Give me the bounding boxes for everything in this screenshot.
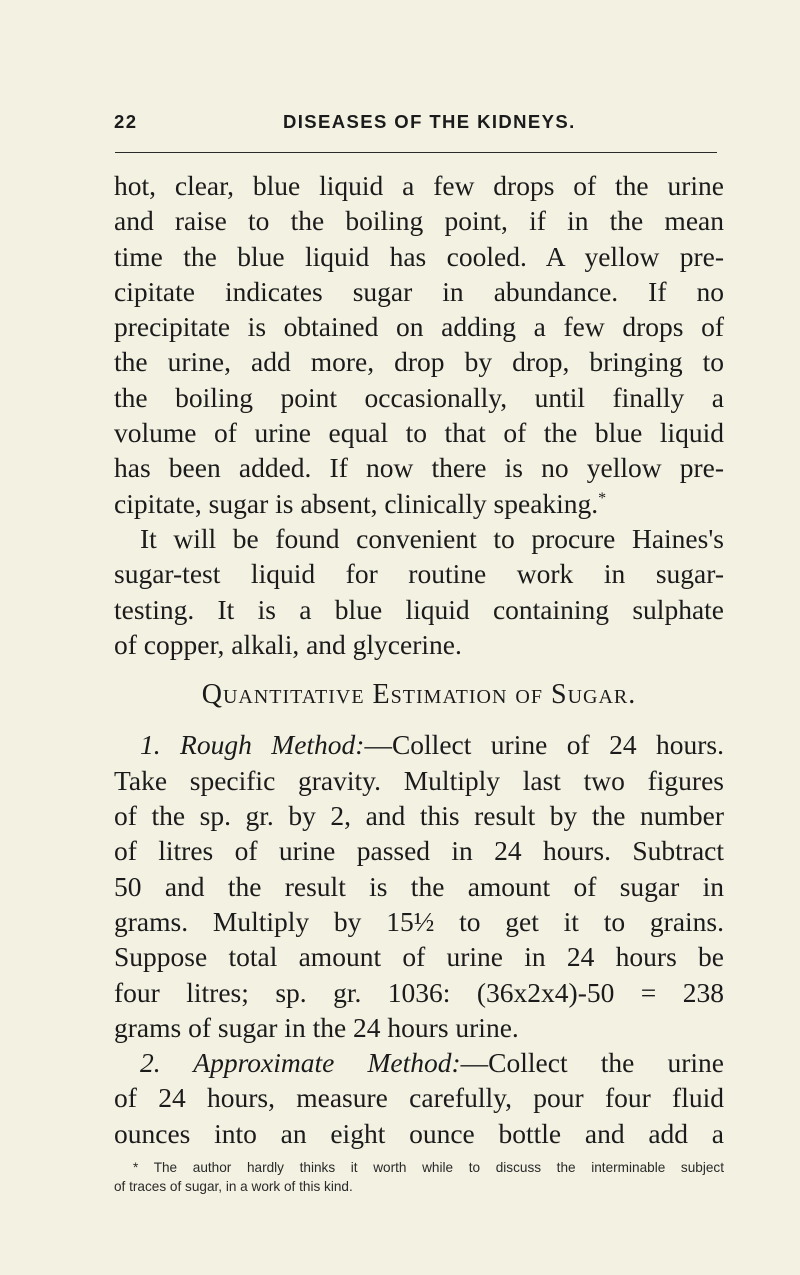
text-line: precipitate is obtained on adding a few drops of: [114, 311, 724, 343]
text-line: [114, 486, 724, 521]
text-line: [114, 727, 724, 762]
text-line: volume of urine equal to that of the blue liquid: [114, 417, 724, 449]
paragraph-2: [114, 521, 724, 662]
text-line: grams. Multiply by 15½ to get it to grains.: [114, 905, 724, 937]
text-line: sugar-test liquid for routine work in sugar-: [114, 558, 724, 590]
text-line: of 24 hours, measure carefully, pour four fluid: [114, 1082, 724, 1114]
footnote: [114, 1158, 724, 1196]
footnote-line: of traces of sugar, in a work of this kind.: [114, 1179, 353, 1194]
text-line: the urine, add more, drop by drop, bringing to: [114, 346, 724, 378]
method-1-first-line: —Collect urine of 24 hours.: [364, 729, 724, 761]
header-rule: [115, 152, 717, 153]
text-line: [114, 1045, 724, 1080]
text-line: Take specific gravity. Multiply last two figures: [114, 764, 724, 796]
text-line: has been added. If now there is no yellow pre-: [114, 452, 724, 484]
running-title: DISEASES OF THE KIDNEYS.: [283, 111, 576, 132]
text-line: of copper, alkali, and glycerine.: [114, 628, 462, 660]
running-head: [0, 111, 800, 135]
text-line: time the blue liquid has cooled. A yellow pre-: [114, 240, 724, 272]
body-text: [114, 168, 724, 1151]
text-line: grams of sugar in the 24 hours urine.: [114, 1011, 519, 1043]
text-line: the boiling point occasionally, until finally a: [114, 381, 724, 413]
text-line: It will be found convenient to procure Haines's: [140, 522, 724, 554]
page-number: 22: [114, 111, 138, 132]
method-2-label: 2. Approximate Method:: [140, 1047, 461, 1079]
text-line: of the sp. gr. by 2, and this result by the number: [114, 800, 724, 832]
method-1-paragraph: [114, 727, 724, 1045]
section-heading: Quantitative Estimation of Sugar.: [201, 679, 637, 711]
paragraph-1: [114, 168, 724, 521]
text-line: ounces into an eight ounce bottle and add a: [114, 1117, 724, 1149]
text-line-content: cipitate, sugar is absent, clinically speaking.: [114, 487, 599, 519]
text-line: four litres; sp. gr. 1036: (36x2x4)-50 = 238: [114, 976, 724, 1008]
footnote-line: * The author hardly thinks it worth while to discuss the interminable subject: [133, 1160, 724, 1175]
text-line: hot, clear, blue liquid a few drops of the urine: [114, 170, 724, 201]
text-line: Suppose total amount of urine in 24 hours be: [114, 941, 724, 973]
method-1-label: 1. Rough Method:: [140, 729, 365, 761]
method-2-paragraph: [114, 1045, 724, 1151]
footnote-marker: *: [598, 489, 607, 507]
text-line: cipitate indicates sugar in abundance. If no: [114, 275, 724, 307]
method-2-first-line: —Collect the urine: [460, 1047, 725, 1079]
text-line: 50 and the result is the amount of sugar in: [114, 870, 724, 902]
text-line: testing. It is a blue liquid containing sulphate: [114, 593, 724, 625]
text-line: and raise to the boiling point, if in the mean: [114, 205, 724, 237]
text-line: of litres of urine passed in 24 hours. Subtract: [114, 835, 724, 867]
